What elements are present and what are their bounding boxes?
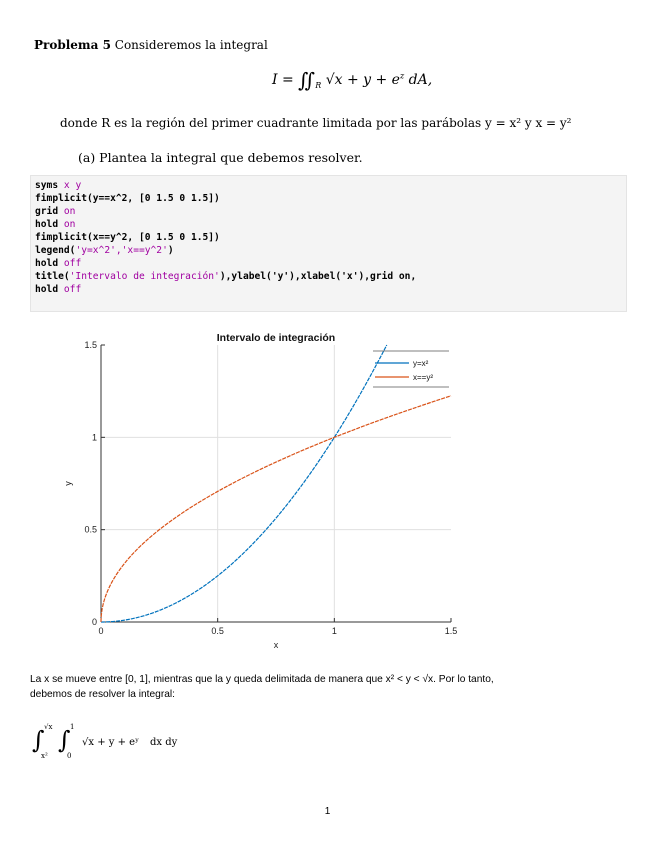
code-line: grid on [35,206,76,217]
code-line: legend('y=x^2','x==y^2') [35,245,174,256]
y-axis-label: y [63,481,73,486]
outer-lower-limit: x² [41,752,48,760]
explanation-line-2: debemos de resolver la integral: [30,689,175,700]
chart-title: Intervalo de integración [216,332,336,344]
integral-region: R [315,80,322,90]
legend-label-1: y=x² [413,359,429,368]
series-line-2 [101,396,451,622]
final-integral [30,718,270,763]
main-integral [272,68,432,92]
problem-label: Problema 5 [34,38,111,52]
region-description: donde R es la región del primer cuadrante limitada por las parábolas y = x² y x = y² [60,116,572,130]
inner-lower-limit: 0 [67,752,72,760]
code-line: title('Intervalo de integración'),ylabel('y'),xlabel('x'),grid on, [35,271,417,282]
inner-integral-sign: ∫ [58,726,71,754]
code-line: hold off [35,258,82,269]
final-differential: dx dy [150,737,178,748]
code-line: hold off [35,284,82,295]
y-tick-label: 1 [91,432,97,443]
explanation [30,672,630,702]
x-tick-label: 1 [331,626,337,636]
legend-label-2: x==y² [413,373,434,382]
x-tick-label: 1.5 [444,626,458,636]
series-line-1 [101,345,387,622]
y-tick-label: 0.5 [84,524,97,535]
y-tick-label: 0 [91,617,97,627]
page-number: 1 [324,806,331,817]
explanation-line-1: La x se mueve entre [0, 1], mientras que la y queda delimitada de manera que x² < y < √x. Por lo tanto, [30,674,494,685]
x-tick-label: 0.5 [211,626,224,636]
integral-differential: dA, [408,72,433,88]
outer-integral-sign: ∫ [32,726,45,754]
integral-exponent: z [399,71,405,81]
double-integral-symbol: ∬ [298,68,316,92]
y-tick-label: 1.5 [84,340,97,350]
code-line: fimplicit(x==y^2, [0 1.5 0 1.5]) [35,232,220,243]
code-block [30,175,627,312]
item-a: (a) Plantea la integral que debemos resolver. [78,150,363,165]
code-line: hold on [35,219,76,230]
integral-lhs: I = [272,72,294,88]
integral-integrand: √x + y + e [325,72,400,88]
x-axis-label: x [273,640,279,650]
code-line: syms x y [35,180,82,191]
problem-heading [34,38,268,52]
x-tick-label: 0 [98,626,104,636]
chart [55,325,495,655]
outer-upper-limit: √x [44,723,53,731]
code-line: fimplicit(y==x^2, [0 1.5 0 1.5]) [35,193,220,204]
inner-upper-limit: 1 [70,723,75,731]
problem-text: Consideremos la integral [114,38,268,52]
final-integrand: √x + y + eʸ [82,737,140,748]
